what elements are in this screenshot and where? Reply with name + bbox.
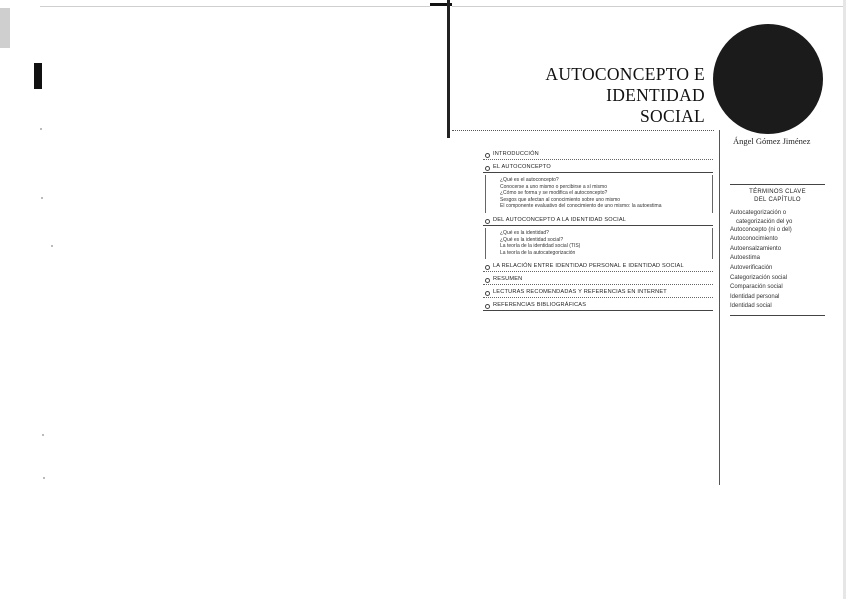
key-term: Identidad social (730, 303, 772, 310)
book-spine (447, 0, 450, 138)
chapter-title (540, 64, 705, 127)
toc-rule (483, 225, 713, 226)
key-terms-sidebar (730, 184, 825, 316)
toc-rule (483, 159, 713, 160)
scan-speck (41, 197, 43, 199)
toc-rule (483, 172, 713, 173)
key-term: Autocategorización o (730, 210, 787, 216)
title-divider (452, 130, 714, 131)
key-term: Autoconcepto (ni o del) (730, 226, 792, 233)
toc-item: ¿Qué es la identidad? (500, 229, 549, 236)
key-term: Autoverificación (730, 264, 773, 271)
toc-section-identidad-social (483, 216, 713, 259)
toc-heading: RESUMEN (483, 275, 713, 283)
toc-section-relacion (483, 262, 713, 272)
toc-heading: LA RELACIÓN ENTRE IDENTIDAD PERSONAL E IDENTIDAD SOCIAL (483, 262, 713, 270)
toc-item: ¿Qué es el autoconcepto? (500, 177, 559, 183)
toc-item: La teoría de la autocategorización (500, 249, 576, 256)
key-term: Comparación social (730, 284, 783, 291)
top-rule-left (40, 6, 430, 7)
toc-subsection-list (485, 175, 713, 213)
key-term: Autoconocimiento (730, 236, 778, 243)
column-divider (719, 130, 720, 485)
toc-item: La teoría de la identidad social (TIS) (500, 243, 581, 250)
chapter-circle-graphic (713, 24, 823, 134)
toc-item: ¿Cómo se forma y se modifica el autoconcepto? (500, 190, 608, 197)
chapter-title-line2: IDENTIDAD SOCIAL (606, 85, 705, 126)
toc-item: El componente evaluativo del conocimiento de uno mismo: la autoestima (500, 203, 662, 210)
toc-item: ¿Qué es la identidad social? (500, 236, 564, 243)
toc-rule (483, 284, 713, 285)
scan-speck (51, 245, 53, 247)
scan-speck (43, 477, 45, 479)
toc-item: Sesgos que afectan al conocimiento sobre uno mismo (500, 196, 621, 203)
toc-heading: LECTURAS RECOMENDADAS Y REFERENCIAS EN INTERNET (483, 288, 713, 296)
chapter-title-line1: AUTOCONCEPTO E (545, 64, 705, 84)
key-term: Identidad personal (730, 293, 780, 300)
key-terms-header-line1: TÉRMINOS CLAVE (749, 189, 806, 195)
toc-item: Conocerse a uno mismo o percibirse a sí mismo (500, 183, 607, 190)
toc-rule (483, 297, 713, 298)
top-rule-right (452, 6, 844, 7)
toc-heading: INTRODUCCIÓN (483, 150, 713, 158)
key-term: Autoensalzamiento (730, 245, 782, 252)
scan-speck (40, 128, 42, 130)
chapter-contents (483, 150, 713, 314)
key-terms-header-line2: DEL CAPÍTULO (754, 196, 801, 203)
toc-section-introduccion (483, 150, 713, 160)
key-term: Categorización social (730, 274, 788, 281)
key-term: categorización del yo (736, 218, 793, 225)
scan-edge-shadow (0, 8, 10, 48)
toc-rule (483, 310, 713, 311)
toc-heading: REFERENCIAS BIBLIOGRÁFICAS (483, 301, 713, 309)
toc-section-resumen (483, 275, 713, 285)
toc-heading: DEL AUTOCONCEPTO A LA IDENTIDAD SOCIAL (483, 216, 713, 224)
toc-rule (483, 271, 713, 272)
page-edge-mark (34, 63, 42, 89)
toc-subsection-list (485, 228, 713, 259)
scan-speck (42, 434, 44, 436)
chapter-author: Ángel Gómez Jiménez (733, 136, 811, 146)
toc-heading: EL AUTOCONCEPTO (483, 163, 713, 171)
key-terms-header (730, 184, 825, 204)
key-term: Autoestima (730, 255, 761, 262)
scan-edge-right (843, 0, 846, 599)
toc-section-lecturas (483, 288, 713, 298)
toc-section-referencias (483, 301, 713, 311)
key-terms-end-rule (730, 315, 825, 316)
toc-section-autoconcepto (483, 163, 713, 213)
